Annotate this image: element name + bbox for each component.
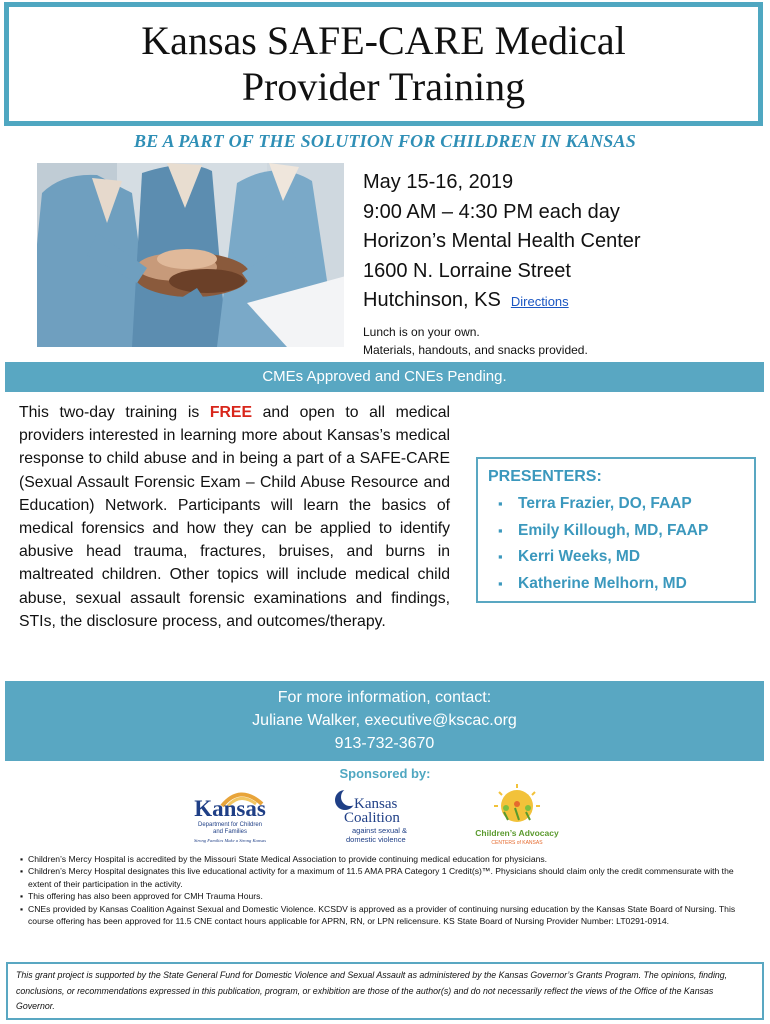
page-title-line-1: Kansas SAFE-CARE Medical (141, 18, 626, 63)
accreditation-note: ▪ Children’s Mercy Hospital is accredited by the Missouri State Medical Association to provide continuing medical education for physicians. (20, 853, 758, 865)
event-venue: Horizon’s Mental Health Center (363, 230, 641, 252)
materials-note: Materials, handouts, and snacks provided. (363, 342, 588, 357)
contact-heading: For more information, contact: (277, 689, 492, 706)
presenter-item: ▪ Emily Killough, MD, FAAP (488, 518, 754, 545)
kansas-dcf-subtitle-2: and Families (212, 829, 248, 835)
kansas-coalition-logo-graphic (330, 784, 426, 848)
event-details (363, 168, 763, 359)
description-body: and open to all medical providers interested in learning more about Kansas’s medical response to child abuse and in being a part of a SAFE-CARE (Sexual Assault Forensic Exam – Child Abuse Resource and Education) Network. Participants will learn the basics of medical forensics and how they can be applied to identify abusive head trauma, fractures, bruises, and burns in maltreated children. Other topics will include medical child abuse, sexual assault forensic examinations and findings, STIs, the disclosure process, and outcomes/therapy. (19, 404, 451, 630)
page-title-line-2: Provider Training (241, 64, 526, 109)
sponsored-by-heading: Sponsored by: (339, 766, 431, 781)
description-intro: This two-day training is (19, 404, 210, 421)
event-time: 9:00 AM – 4:30 PM each day (363, 200, 620, 223)
coalition-subtitle-2: domestic violence (346, 835, 406, 844)
kansas-dcf-subtitle-1: Department for Children (197, 822, 263, 828)
coalition-word-1: Kansas (354, 796, 398, 812)
presenter-item: ▪ Katherine Melhorn, MD (488, 571, 754, 598)
presenters-list (488, 491, 754, 597)
accreditation-note: ▪ Children’s Mercy Hospital designates this live educational activity for a maximum of 11.5 AMA PRA Category 1 Credit(s)™. Physicians should claim only the credit commensurate with the extent of their participation in the activity. (20, 865, 758, 890)
cac-wordmark: Children’s Advocacy (475, 828, 559, 838)
event-street: 1600 N. Lorraine Street (363, 259, 571, 282)
medical-team-hands-illustration (37, 163, 344, 347)
kansas-dcf-wordmark: Kansas (194, 796, 266, 821)
event-date: May 15-16, 2019 (363, 171, 514, 193)
coalition-subtitle-1: against sexual & (352, 826, 408, 835)
free-highlight: FREE (209, 404, 252, 421)
presenters-heading: PRESENTERS: (488, 468, 602, 485)
directions-link[interactable]: Directions (510, 294, 569, 309)
presenter-item: ▪ Kerri Weeks, MD (488, 544, 754, 571)
medical-team-hands-photo (37, 163, 344, 347)
kansas-dcf-slogan: Strong Families Make a Strong Kansas (193, 838, 267, 843)
event-city-line (363, 286, 763, 317)
kansas-dcf-logo (178, 784, 282, 846)
accreditation-note: ▪ CNEs provided by Kansas Coalition Against Sexual and Domestic Violence. KCSDV is approved as a provider of continuing nursing education by the Kansas State Board of Nursing. This course offering has been approved for 11.5 CNE contact hours applicable for APRN, RN, or LPN relicensure. KS State Board of Nursing Provider Number: LT0291-0914. (20, 903, 758, 928)
tagline: BE A PART OF THE SOLUTION FOR CHILDREN IN KANSAS (134, 131, 636, 151)
cme-banner: CMEs Approved and CNEs Pending. (5, 362, 764, 392)
contact-banner (5, 681, 764, 761)
coalition-word-2: Coalition (344, 810, 400, 826)
training-description (19, 401, 450, 633)
contact-phone: 913-732-3670 (334, 735, 435, 752)
childrens-advocacy-centers-logo (460, 784, 570, 848)
kansas-dcf-logo-graphic (178, 784, 282, 846)
grant-disclaimer: This grant project is supported by the State General Fund for Domestic Violence and Sexual Assault as administered by the Kansas Governor’s Grants Program. The opinions, finding, conclusions, or recommendations expressed in this publication, program, or exhibition are those of the author(s) and do not necessarily reflect the views of the Office of the Kansas Governor. (6, 962, 764, 1020)
kansas-coalition-logo (330, 784, 426, 848)
presenter-item: ▪ Terra Frazier, DO, FAAP (488, 491, 754, 518)
accreditation-notes (20, 853, 758, 927)
event-city: Hutchinson, KS (363, 289, 501, 311)
lunch-note: Lunch is on your own. (363, 324, 480, 339)
contact-email-line[interactable]: Juliane Walker, executive@kscac.org (252, 712, 517, 729)
childrens-advocacy-logo-graphic (460, 784, 570, 848)
presenters-box (476, 457, 756, 603)
title-box (4, 2, 763, 126)
accreditation-note: ▪ This offering has also been approved for CMH Trauma Hours. (20, 890, 758, 902)
cac-subtitle: CENTERS of KANSAS (491, 840, 543, 846)
